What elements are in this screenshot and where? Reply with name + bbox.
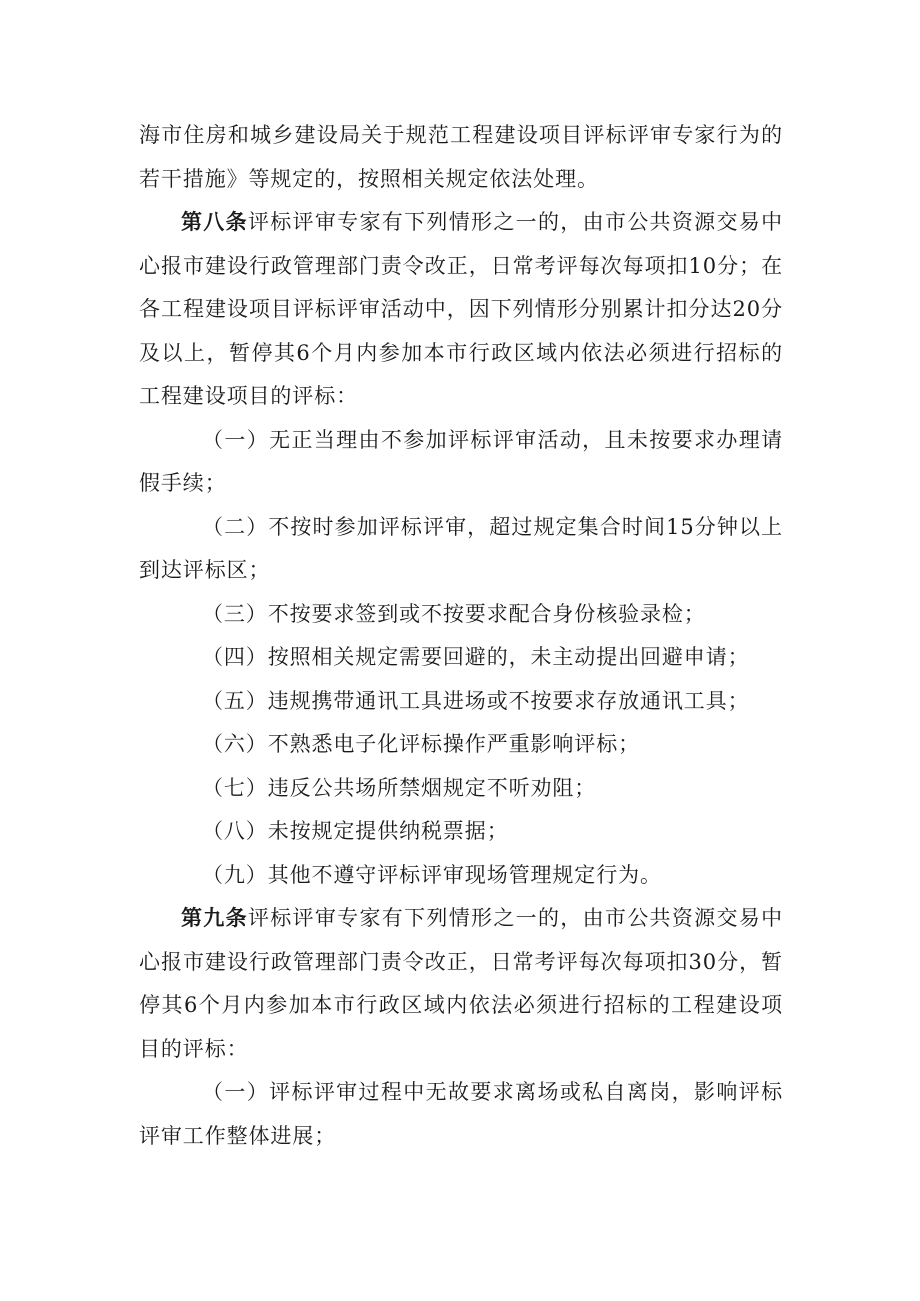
paragraph-text: 海市住房和城乡建设局关于规范工程建设项目评标评审专家行为的若干措施》等规定的，按照相关规定依法处理。	[139, 123, 783, 191]
paragraph-continuation	[139, 114, 783, 201]
list-item-text: （五）违规携带通讯工具进场或不按要求存放通讯工具；	[202, 688, 750, 713]
list-item-text: （二）不按时参加评标评审，超过规定集合时间15分钟以上到达评标区；	[139, 514, 783, 582]
list-item-text: （四）按照相关规定需要回避的，未主动提出回避申请；	[202, 645, 750, 669]
document-body	[139, 114, 783, 1158]
list-item-text: （三）不按要求签到或不按要求配合身份核验录检；	[202, 601, 706, 626]
list-item-text: （七）违反公共场所禁烟规定不听劝阻；	[202, 775, 597, 800]
list-item	[139, 767, 783, 811]
list-item	[139, 593, 783, 637]
list-item	[139, 723, 783, 767]
list-item	[139, 506, 783, 593]
article-title: 第九条	[181, 906, 248, 930]
list-item-text: （八）未按规定提供纳税票据；	[202, 819, 509, 843]
article-8	[139, 201, 783, 419]
list-item	[139, 419, 783, 506]
list-item-text: （六）不熟悉电子化评标操作严重影响评标；	[202, 732, 640, 756]
list-item-text: （一）无正当理由不参加评标评审活动，且未按要求办理请假手续；	[139, 427, 783, 495]
article-9	[139, 897, 783, 1071]
list-item-text: （九）其他不遵守评标评审现场管理规定行为。	[202, 862, 662, 887]
list-item	[139, 854, 783, 898]
article-text: 评标评审专家有下列情形之一的，由市公共资源交易中心报市建设行政管理部门责令改正，日常考评每次每项扣30分，暂停其6个月内参加本市行政区域内依法必须进行招标的工程建设项目的评标：	[139, 906, 783, 1061]
list-item	[139, 1071, 783, 1158]
list-item-text: （一）评标评审过程中无故要求离场或私自离岗，影响评标评审工作整体进展；	[139, 1080, 783, 1148]
article-title: 第八条	[181, 210, 248, 234]
list-item	[139, 680, 783, 724]
list-item	[139, 636, 783, 680]
article-text: 评标评审专家有下列情形之一的，由市公共资源交易中心报市建设行政管理部门责令改正，日常考评每次每项扣10分；在各工程建设项目评标评审活动中，因下列情形分别累计扣分达20分及以上，暂停其6个月内参加本市行政区域内依法必须进行招标的工程建设项目的评标：	[139, 210, 783, 408]
list-item	[139, 810, 783, 854]
